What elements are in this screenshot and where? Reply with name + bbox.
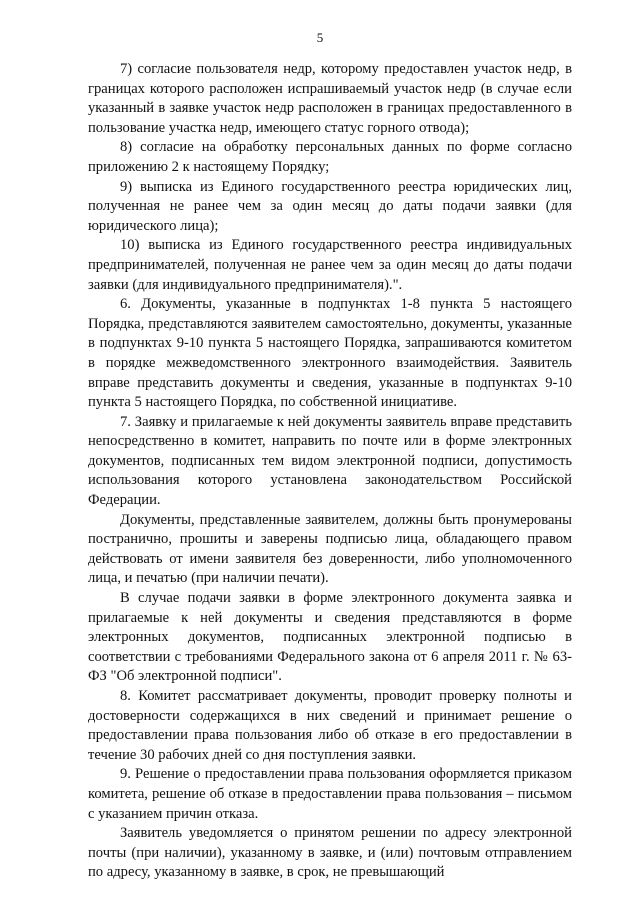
paragraph-item-7-subsoil-consent: 7) согласие пользователя недр, которому предоставлен участок недр, в границах которого расположен испрашиваемый участок недр (в случае если указанный в заявке участок недр расположен в границах предоставленного в пользование участка недр, имеющего статус горного отвода);	[88, 61, 572, 136]
paragraph-notification: Заявитель уведомляется о принятом решении по адресу электронной почты (при наличии), указанному в заявке, и (или) почтовым отправлением по адресу, указанному в заявке, в срок, не превышающий	[88, 825, 572, 881]
paragraph-item-8-personal-data-consent: 8) согласие на обработку персональных данных по форме согласно приложению 2 к настоящему Порядку;	[88, 139, 572, 175]
page-number: 5	[316, 30, 324, 45]
paragraph-item-9-egrul-extract: 9) выписка из Единого государственного реестра юридических лиц, полученная не ранее чем за один месяц до даты подачи заявки (для юридического лица);	[88, 178, 572, 234]
paragraph-clause-9: 9. Решение о предоставлении права пользования оформляется приказом комитета, решение об отказе в предоставлении права пользования – письмом с указанием причин отказа.	[88, 766, 572, 822]
paragraph-clause-6: 6. Документы, указанные в подпунктах 1-8 пункта 5 настоящего Порядка, представляются заявителем самостоятельно, документы, указанные в подпунктах 9-10 пункта 5 настоящего Порядка, запрашиваются комитетом в порядке межведомственного электронного взаимодействия. Заявитель вправе представить документы и сведения, указанные в подпунктах 9-10 пункта 5 настоящего Порядка, по собственной инициативе.	[88, 296, 572, 411]
document-body	[88, 60, 572, 883]
paragraph-documents-requirements: Документы, представленные заявителем, должны быть пронумерованы постранично, прошиты и заверены подписью лица, обладающего правом действовать от имени заявителя без доверенности, либо уполномоченного лица, и печатью (при наличии печати).	[88, 511, 572, 587]
paragraph-item-10-egrip-extract: 10) выписка из Единого государственного реестра индивидуальных предпринимателей, полученная не ранее чем за один месяц до даты подачи заявки (для индивидуального предпринимателя).".	[88, 237, 572, 293]
paragraph-clause-7: 7. Заявку и прилагаемые к ней документы заявитель вправе представить непосредственно в комитет, направить по почте или в форме электронных документов, подписанных тем видом электронной подписи, допустимость использования которого установлена законодательством Российской Федерации.	[88, 413, 572, 509]
paragraph-clause-8: 8. Комитет рассматривает документы, проводит проверку полноты и достоверности содержащихся в них сведений и принимает решение о предоставлении права пользования либо об отказе в его предоставлении в течение 30 рабочих дней со дня поступления заявки.	[88, 688, 572, 763]
paragraph-electronic-submission: В случае подачи заявки в форме электронного документа заявка и прилагаемые к ней документы и сведения представляются в форме электронных документов, подписанных электронной подписью в соответствии с требованиями Федерального закона от 6 апреля 2011 г. № 63-ФЗ "Об электронной подписи".	[88, 590, 572, 685]
